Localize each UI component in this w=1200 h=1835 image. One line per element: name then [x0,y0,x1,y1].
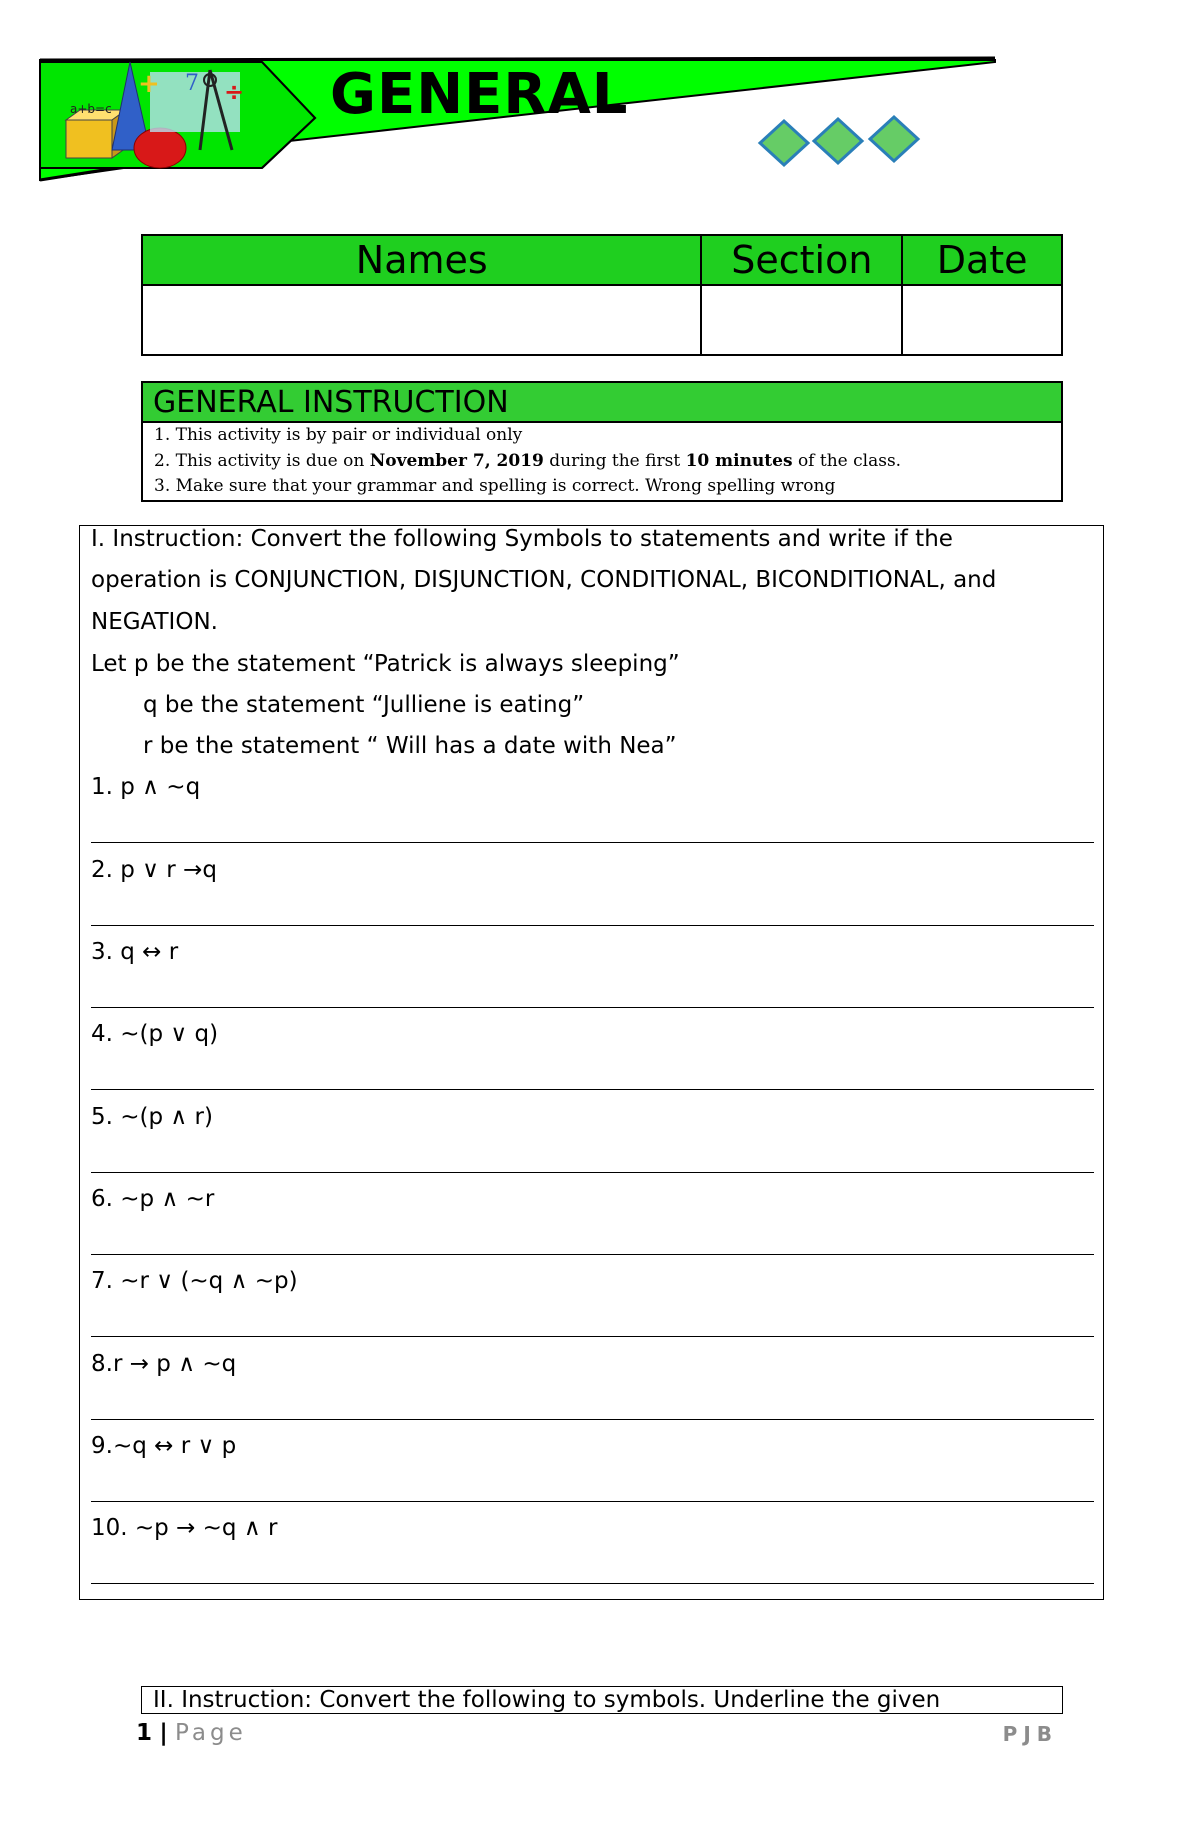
question-7: 7. ~r ∨ (~q ∧ ~p) [91,1268,298,1294]
answer-line-1[interactable] [91,842,1094,843]
let-p-statement: Let p be the statement “Patrick is always sleeping” [91,651,680,677]
date-header: Date [902,235,1062,285]
answer-line-6[interactable] [91,1254,1094,1255]
svg-text:7: 7 [185,71,199,96]
question-2: 2. p ∨ r →q [91,857,217,883]
question-3: 3. q ↔ r [91,939,179,965]
section-cell[interactable] [701,285,902,355]
footer-initials: PJB [1002,1722,1058,1746]
question-6: 6. ~p ∧ ~r [91,1186,215,1212]
question-4: 4. ~(p ∨ q) [91,1021,219,1047]
let-r-statement: r be the statement “ Will has a date with Nea” [143,733,677,759]
section-2-instruction: II. Instruction: Convert the following to symbols. Underline the given [141,1686,1063,1714]
names-cell[interactable] [142,285,701,355]
answer-line-9[interactable] [91,1501,1094,1502]
let-q-statement: q be the statement “Julliene is eating” [143,692,585,718]
date-cell[interactable] [902,285,1062,355]
general-instruction-box [141,381,1063,502]
instruction-line-2: 2. This activity is due on November 7, 2019 during the first 10 minutes of the class. [154,450,902,471]
instruction-line-1: 1. This activity is by pair or individual only [154,425,523,445]
page-footer-number: 1 | Page [136,1720,247,1746]
names-header: Names [142,235,701,285]
answer-line-2[interactable] [91,925,1094,926]
svg-text:÷: ÷ [224,78,245,106]
diamond-icons [760,117,918,165]
question-5: 5. ~(p ∧ r) [91,1104,213,1130]
answer-line-7[interactable] [91,1336,1094,1337]
answer-line-3[interactable] [91,1007,1094,1008]
svg-text:a+b=c: a+b=c [70,102,112,116]
answer-line-5[interactable] [91,1172,1094,1173]
general-instruction-title: GENERAL INSTRUCTION [143,383,1061,423]
question-8: 8.r → p ∧ ~q [91,1351,237,1377]
answer-line-8[interactable] [91,1419,1094,1420]
section-1-box [79,525,1104,1600]
question-10: 10. ~p → ~q ∧ r [91,1515,278,1541]
answer-line-4[interactable] [91,1089,1094,1090]
section-header: Section [701,235,902,285]
instruction-line-3: 3. Make sure that your grammar and spelling is correct. Wrong spelling wrong [154,476,836,496]
section-1-instruction-line-3: NEGATION. [91,609,218,635]
diamond-icon [760,121,808,165]
diamond-icon [870,117,918,161]
svg-text:+: + [138,69,160,99]
answer-line-10[interactable] [91,1583,1094,1584]
header-banner [0,0,1200,200]
question-1: 1. p ∧ ~q [91,774,201,800]
page-title: GENERAL [330,62,629,127]
student-info-table [141,234,1063,356]
section-1-instruction-line-1: I. Instruction: Convert the following Symbols to statements and write if the [91,526,953,552]
section-1-instruction-line-2: operation is CONJUNCTION, DISJUNCTION, CONDITIONAL, BICONDITIONAL, and [91,567,997,593]
diamond-icon [814,119,862,163]
question-9: 9.~q ↔ r ∨ p [91,1433,237,1459]
